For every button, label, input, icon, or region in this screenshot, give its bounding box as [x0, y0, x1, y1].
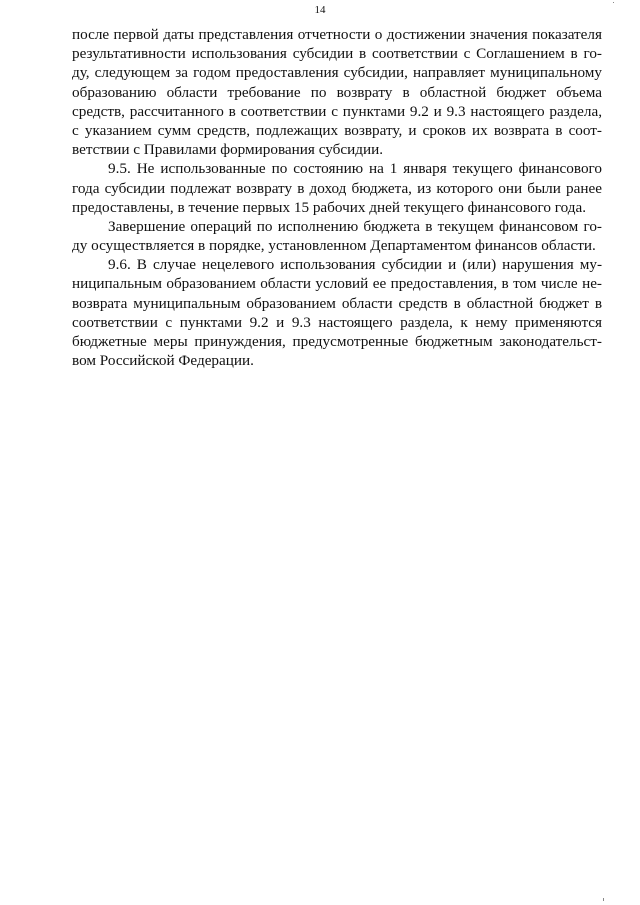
- text-line: вом Российской Федерации.: [72, 352, 254, 370]
- scan-speck: [613, 2, 614, 3]
- paragraph-9-6: [72, 255, 602, 370]
- scan-speck: [603, 898, 604, 901]
- text-line: ниципальным образованием области условий ее предоставления, в том числе не-: [72, 275, 602, 293]
- text-line: года субсидии подлежат возврату в доход бюджета, из которого они были ранее: [72, 179, 602, 197]
- text-line: ветствии с Правилами формирования субсидии.: [72, 141, 384, 159]
- document-body: [72, 25, 602, 370]
- page-number: 14: [314, 4, 326, 16]
- text-line: результативности использования субсидии в соответствии с Соглашением в го-: [72, 45, 602, 63]
- paragraph-9-5: [72, 159, 602, 217]
- paragraph-continuation: [72, 25, 602, 159]
- text-line: возврата муниципальным образованием области средств в областной бюджет в: [72, 294, 602, 312]
- text-line: бюджетные меры принуждения, предусмотренные бюджетным законодательст-: [72, 333, 602, 350]
- text-line: ду, следующем за годом предоставления субсидии, направляет муниципальному: [72, 64, 602, 82]
- text-line: 9.5. Не использованные по состоянию на 1 января текущего финансового: [108, 160, 602, 178]
- text-line: ду осуществляется в порядке, установленном Департаментом финансов области.: [72, 237, 596, 255]
- paragraph-budget-completion: [72, 217, 602, 255]
- text-line: после первой даты представления отчетности о достижении значения показателя: [72, 26, 602, 43]
- text-line: соответствии с пунктами 9.2 и 9.3 настоящего раздела, к нему применяются: [72, 313, 602, 331]
- text-line: 9.6. В случае нецелевого использования субсидии и (или) нарушения му-: [108, 256, 602, 274]
- text-line: образованию области требование по возврату в областной бюджет объема: [72, 83, 602, 101]
- text-line: предоставлены, в течение первых 15 рабочих дней текущего финансового года.: [72, 198, 587, 216]
- text-line: средств, рассчитанного в соответствии с пунктами 9.2 и 9.3 настоящего раздела,: [72, 102, 602, 120]
- text-line: с указанием сумм средств, подлежащих возврату, и сроков их возврата в соот-: [72, 121, 602, 139]
- text-line: Завершение операций по исполнению бюджета в текущем финансовом го-: [108, 217, 602, 235]
